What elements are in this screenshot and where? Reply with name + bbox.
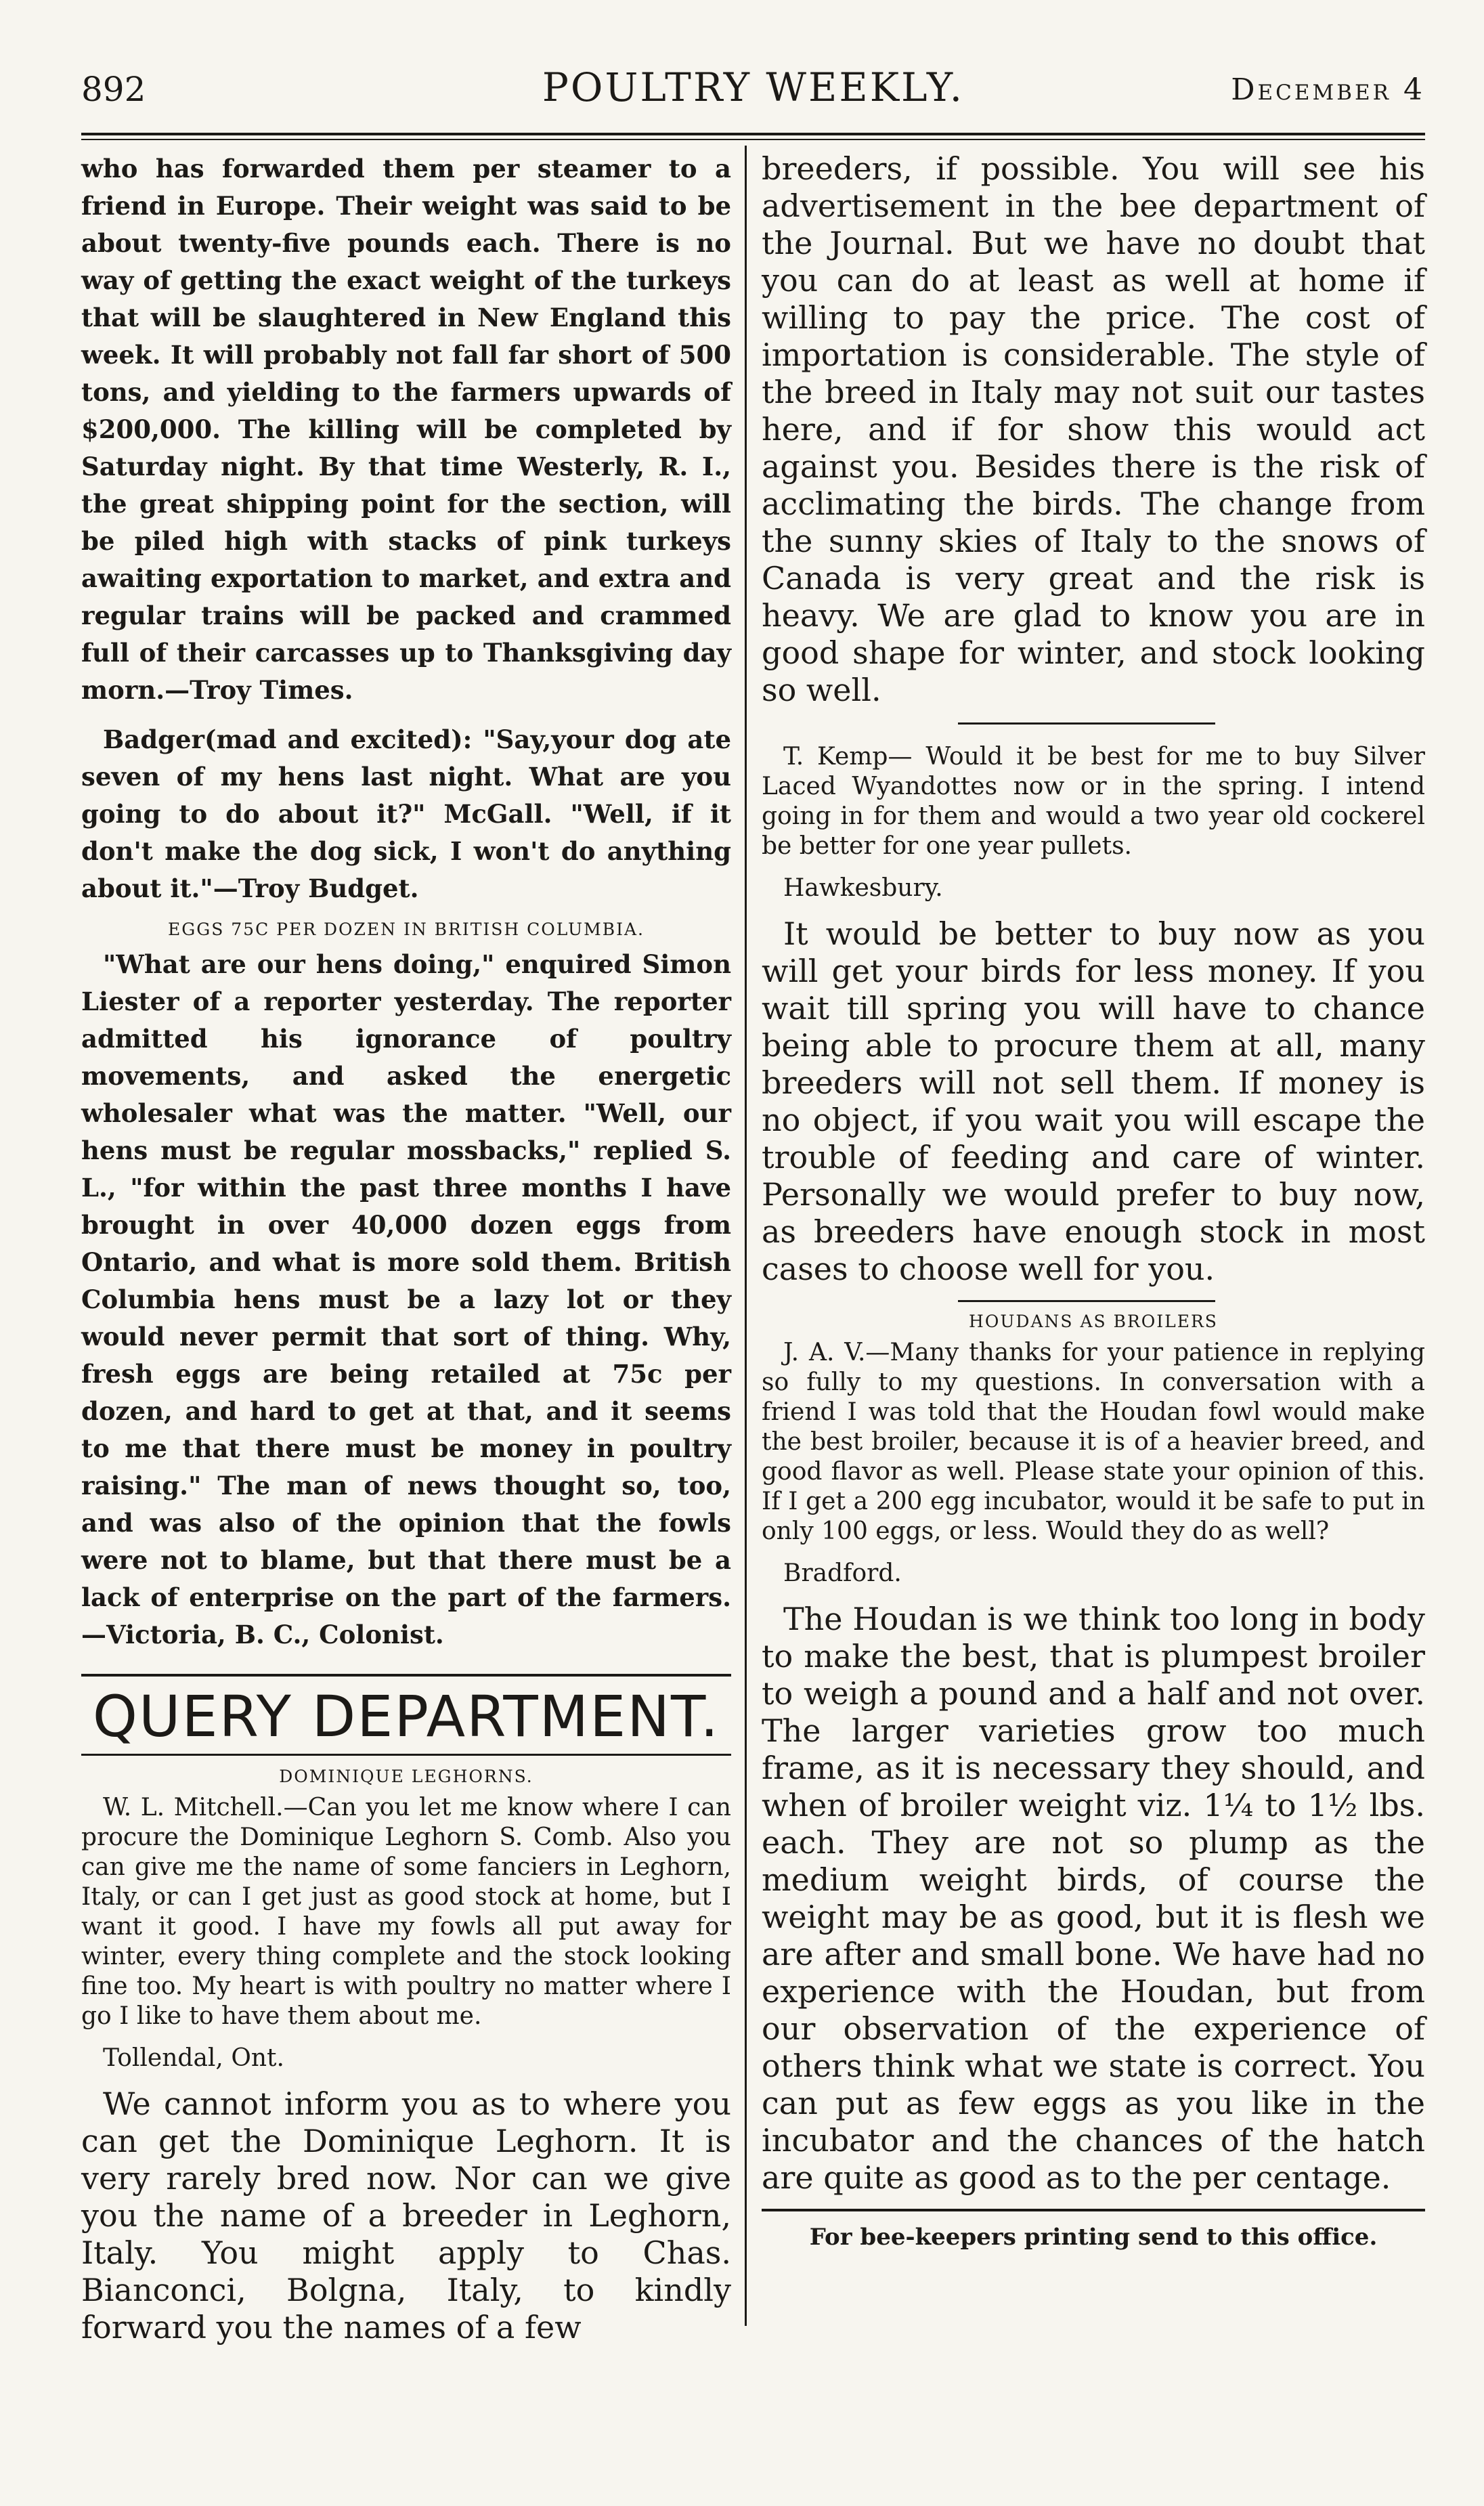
jav-signature: Bradford. [783,1559,902,1587]
short-rule [958,722,1215,725]
title-rule [81,1754,731,1756]
issue-date: December 4 [1231,72,1425,107]
kemp-question: T. Kemp— Would it be best for me to buy Silver Laced Wyandottes now or in the spring. I intend going in for them and would a two year old cockerel be better for one year pullets. [762,743,1425,860]
turkeys-article: who has forwarded them per steamer to a friend in Europe. Their weight was said to be about twenty-five pounds each. There is no way of getting the exact weight of the turkeys that will be slaughtered in New England this week. It will probably not fall far short of 500 tons, and yielding to the farmers upwards of $200,000. The killing will be completed by Saturday night. By that time Westerly, R. I., the great shipping point for the section, will be piled high with stacks of pink turkeys awaiting exportation to market, and extra and regular trains will be packed and crammed full of their carcasses up to Thanksgiving day morn.—Troy Times. [81,154,731,705]
kemp-answer: It would be better to buy now as you will get your birds for less money. If you wait till spring you will have to chance being able to procure them at all, many breeders will not sell them. If money is no object, if you wait you will escape the trouble of feeding and care of winter. Personally we would prefer to buy now, as breeders have enough stock in most cases to choose well for you. [762,915,1425,1287]
short-rule-2 [958,1300,1215,1302]
left-column [81,150,731,2346]
column-divider [745,146,747,2326]
footer-rule [762,2209,1425,2211]
badger-joke: Badger(mad and excited): "Say,your dog ate seven of my hens last night. What are you going to do about it?" McGall. "Well, if it don't make the dog sick, I won't do anything about it."—Troy Budget. [81,725,731,903]
mitchell-signature: Tollendal, Ont. [103,2044,284,2072]
header-rule [81,133,1425,135]
mitchell-question: W. L. Mitchell.—Can you let me know where I can procure the Dominique Leghorn S. Comb. Also you can give me the name of some fanciers in Leghorn, Italy, or can I get just as good stock at home, but I want it good. I have my fowls all put away for winter, every thing complete and the stock looking fine too. My heart is with poultry no matter where I go I like to have them about me. [81,1794,731,2030]
kemp-signature: Hawkesbury. [783,874,943,902]
query-department-title: QUERY DEPARTMENT. [92,1683,720,1750]
mitchell-answer-continued: breeders, if possible. You will see his advertisement in the bee department of the Journal. But we have no doubt that you can do at least as well at home if willing to pay the price. The cost of importation is considerable. The style of the breed in Italy may not suit our tastes here, and if for show this would act against you. Besides there is the risk of acclimating the birds. The change from the sunny skies of Italy to the snows of Canada is very great and the risk is heavy. We are glad to know you are in good shape for winter, and stock looking so well. [762,150,1425,708]
houdans-heading: HOUDANS AS BROILERS [969,1312,1218,1331]
right-column [762,150,1425,2331]
page-header [81,64,1425,132]
mitchell-answer: We cannot inform you as to where you can get the Dominique Leghorn. It is very rarely bred now. Nor can we give you the name of a breeder in Leghorn, Italy. You might apply to Chas. Bianconci, Bolgna, Italy, to kindly forward you the names of a few [81,2086,731,2346]
eggs-article: "What are our hens doing," enquired Simon Liester of a reporter yesterday. The reporter admitted his ignorance of poultry movements, and asked the energetic wholesaler what was the matter. "Well, our hens must be regular mossbacks," replied S. L., "for within the past three months I have brought in over 40,000 dozen eggs from Ontario, and what is more sold them. British Columbia hens must be a lazy lot or they would never permit that sort of thing. Why, fresh eggs are being retailed at 75c per dozen, and hard to get at that, and it seems to me that there must be money in poultry raising." The man of news thought so, too, and was also of the opinion that the fowls were not to blame, but that there must be a lack of enterprise on the part of the farmers.—Victoria, B. C., Colonist. [81,949,731,1649]
section-rule [81,1674,731,1677]
jav-question: J. A. V.—Many thanks for your patience in replying so fully to my questions. In conversation with a friend I was told that the Houdan fowl would make the best broiler, because it is of a heavier breed, and good flavor as well. Please state your opinion of this. If I get a 200 egg incubator, would it be safe to put in only 100 eggs, or less. Would they do as well? [762,1339,1425,1545]
bee-keepers-note: For bee-keepers printing send to this office. [809,2224,1378,2251]
jav-answer: The Houdan is we think too long in body to make the best, that is plumpest broiler to weigh a pound and a half and not over. The larger varieties grow too much frame, as it is necessary they should, and when of broiler weight viz. 1¼ to 1½ lbs. each. They are not so plump as the medium weight birds, of course the weight may be as good, but it is flesh we are after and small bone. We have had no experience with the Houdan, but from our observation of the experience of others think what we state is correct. You can put as few eggs as you like in the incubator and the chances of the hatch are quite as good as to the per centage. [762,1601,1425,2196]
page-number: 892 [81,70,146,109]
header-rule-thin [81,139,1425,140]
eggs-heading: EGGS 75C PER DOZEN IN BRITISH COLUMBIA. [168,920,645,939]
journal-title: POULTRY WEEKLY. [542,64,965,110]
dominique-heading: DOMINIQUE LEGHORNS. [279,1767,533,1786]
